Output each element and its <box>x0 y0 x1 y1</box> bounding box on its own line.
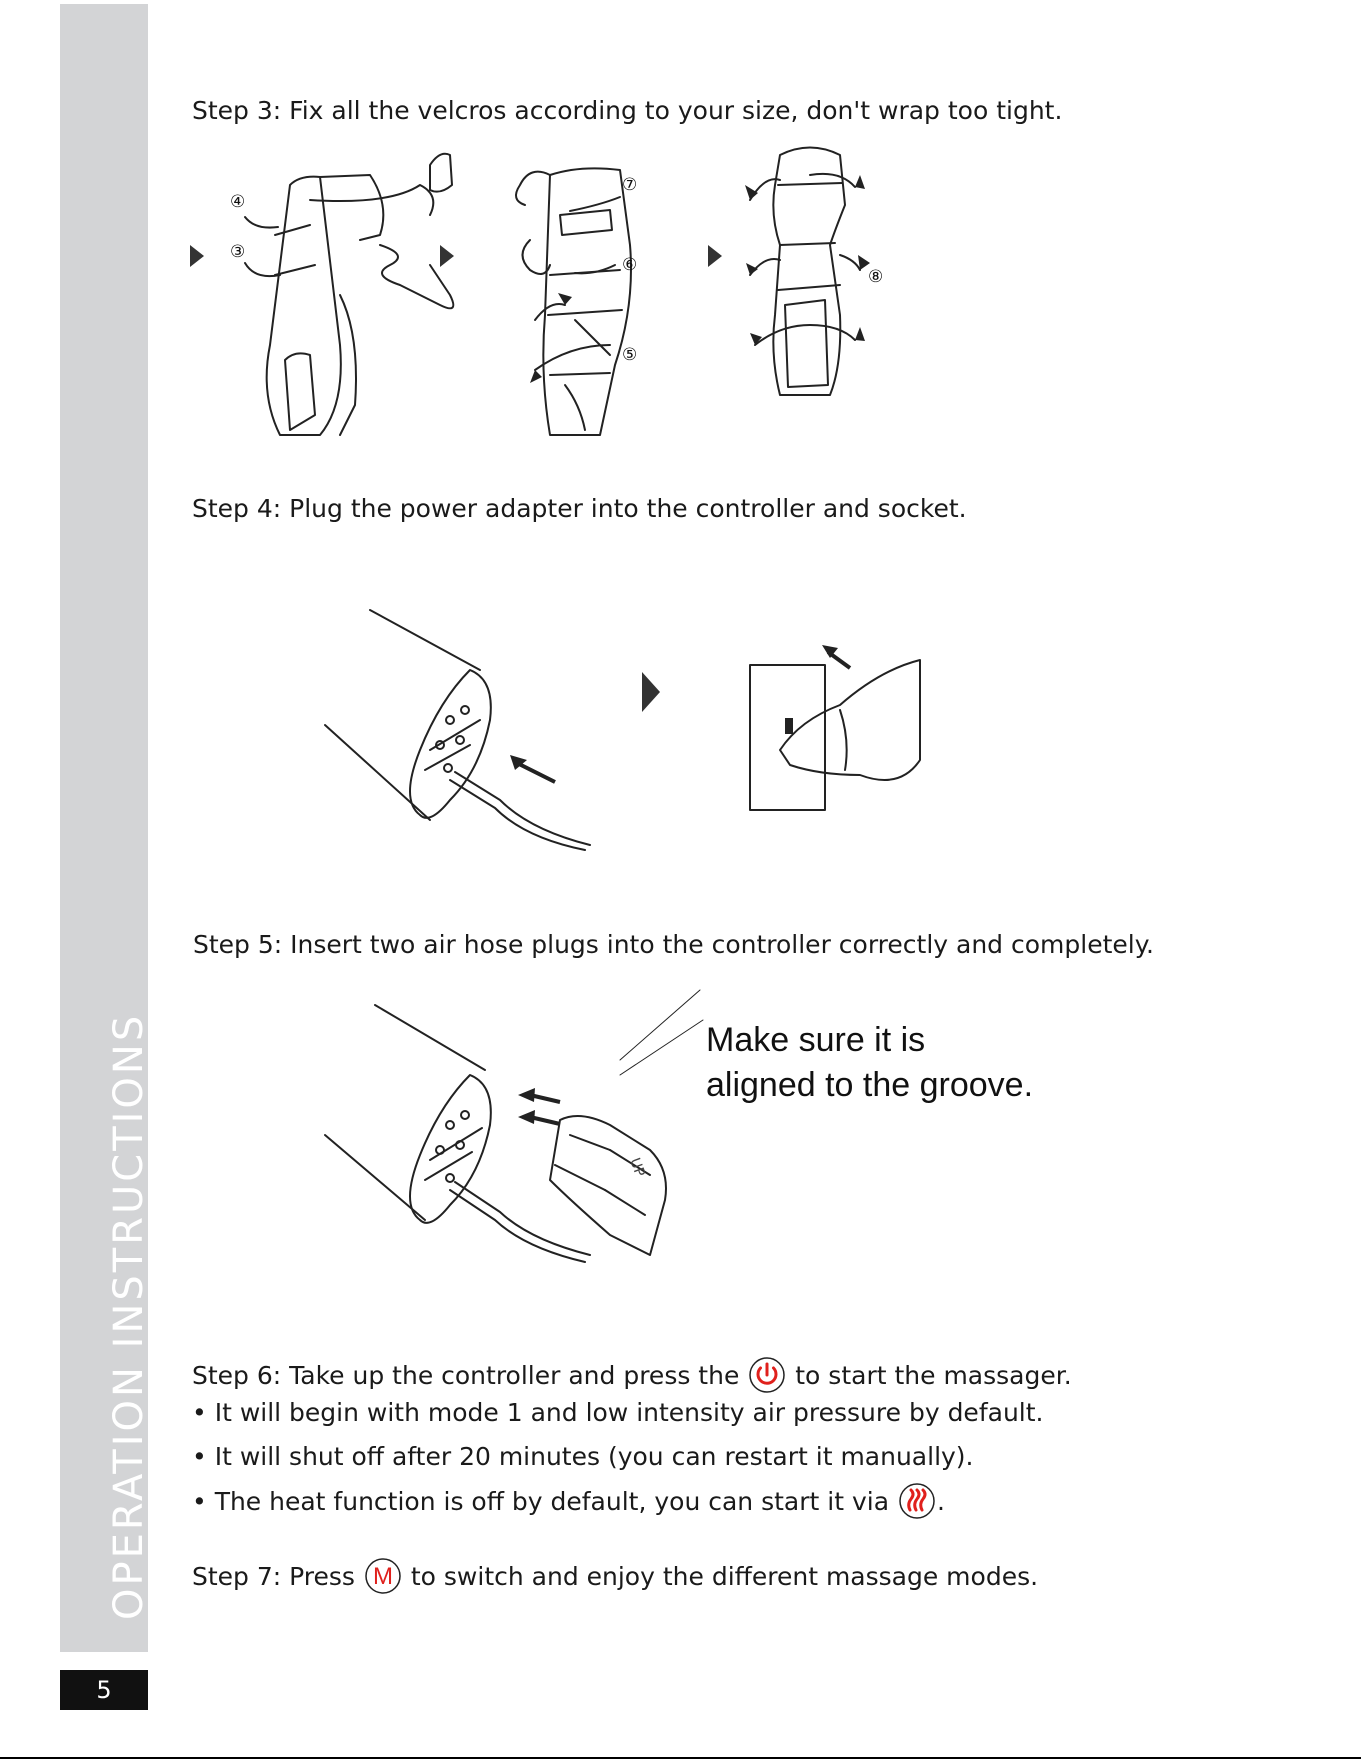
label-6: ⑥ <box>622 255 638 275</box>
power-adapter-illustration <box>320 600 1000 850</box>
step-7-prefix: Step 7: Press <box>192 1562 355 1591</box>
bullet-end: . <box>936 1487 945 1516</box>
mode-letter: M <box>372 1563 393 1590</box>
step-6-line <box>192 1355 1072 1399</box>
page-bottom-rule <box>0 1757 1361 1759</box>
label-5: ⑤ <box>622 345 638 365</box>
step-7-line <box>192 1556 1038 1600</box>
leg-wrap-closing-figure <box>516 168 631 435</box>
step-6-suffix: to start the massager. <box>795 1361 1072 1390</box>
leg-wrap-open-figure <box>267 154 454 435</box>
arrow-right-icon <box>190 245 722 267</box>
arrow-right-icon <box>642 672 660 712</box>
mode-icon <box>363 1556 403 1600</box>
groove-callout <box>706 1018 1033 1108</box>
label-7: ⑦ <box>622 175 638 195</box>
step-3-text: Step 3: Fix all the velcros according to your size, don't wrap too tight. <box>192 96 1063 125</box>
plug-up-label: UP <box>626 1155 648 1179</box>
air-hose-illustration <box>320 1000 720 1270</box>
section-title: OPERATION INSTRUCTIONS <box>106 1012 152 1620</box>
callout-line-2: aligned to the groove. <box>706 1066 1034 1104</box>
leg-wrap-closed-figure <box>773 148 845 396</box>
label-3: ③ <box>230 242 246 262</box>
step-6-prefix: Step 6: Take up the controller and press the <box>192 1361 740 1390</box>
page-number: 5 <box>60 1670 148 1710</box>
bullet-item <box>192 1481 945 1525</box>
bullet-text: • The heat function is off by default, you can start it via <box>192 1487 890 1516</box>
step-4-text: Step 4: Plug the power adapter into the controller and socket. <box>192 494 967 523</box>
power-icon <box>747 1355 787 1399</box>
heat-icon <box>897 1481 937 1525</box>
bullet-item: • It will shut off after 20 minutes (you can restart it manually). <box>192 1442 974 1471</box>
label-4: ④ <box>230 192 246 212</box>
step-5-text: Step 5: Insert two air hose plugs into the controller correctly and completely. <box>193 930 1154 959</box>
label-8: ⑧ <box>868 267 884 287</box>
callout-line-1: Make sure it is <box>706 1021 926 1059</box>
step-7-suffix: to switch and enjoy the different massage modes. <box>410 1562 1039 1591</box>
bullet-item: • It will begin with mode 1 and low intensity air pressure by default. <box>192 1398 1044 1427</box>
velcro-illustration <box>190 145 1020 455</box>
